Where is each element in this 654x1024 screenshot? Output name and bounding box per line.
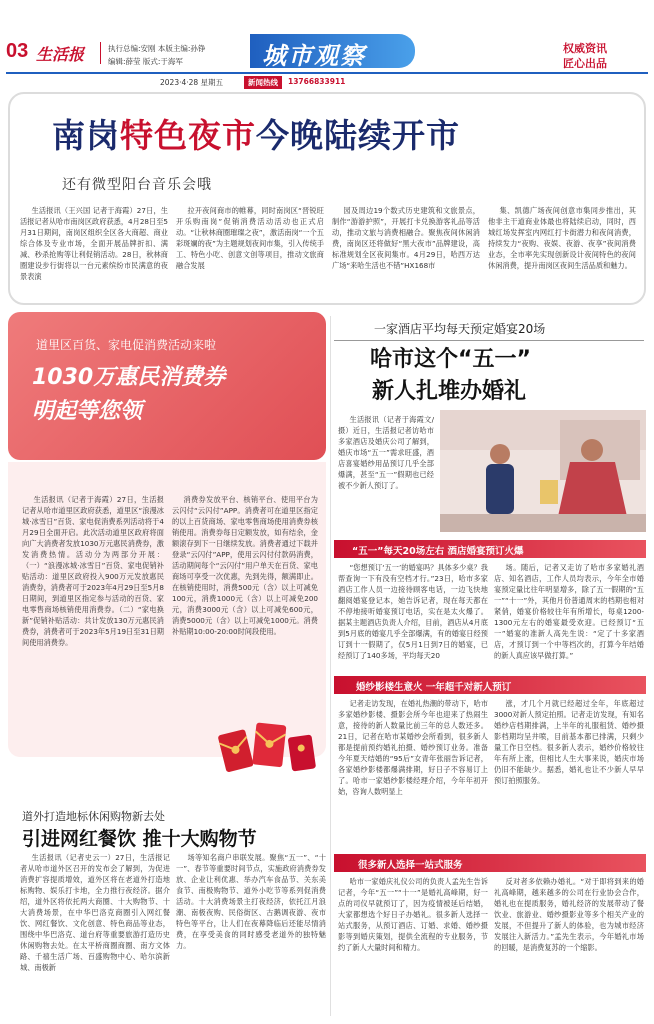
main-col-4: 集、凯德广场夜间创意市集同步推出，其他非主干道商业体最也将陆续启动，同时，西城红场发挥室内网红打卡街潜力和夜间消费，持续发力“夜购、夜娱、夜游、夜享”夜间消费业态，全市率先实现创新设计夜间特色的夜间休闲消费，提升南岗区夜间生活品质和魅力。	[488, 206, 636, 270]
main-col-2: 拉开夜间商市的帷幕，同时南岗区“晋锐旺开乐购南岗”促销消费活动活动也正式启动。“让秋林商圈璀璨之夜”，激活南岗“一个五彩斑斓的夜”为主题规划夜间市集，引入传统手工、特色小吃、创意文创等项目，推动文旅商融合发展	[176, 206, 324, 270]
red-envelope-illustration	[210, 718, 320, 778]
section-title: 城市观察	[262, 42, 366, 70]
editors-line-2: 编辑:薛莹 版式:于海军	[108, 57, 183, 66]
masthead-divider	[100, 42, 101, 64]
masthead-rule	[6, 72, 648, 74]
wedding-headline-1: 哈市这个“五一”	[370, 347, 531, 372]
wedding-band1-col-2: 场。随后，记者又走访了哈市多家婚礼酒店、知名酒店，工作人员均表示，今年全市婚宴预定量比往年明显增多，除了五一假期的“五一”“十一”外，其他月份普通周末的档期也相对紧俏，婚宴价格较往年有所增长，每桌1200-1300元左右的婚宴最受欢迎。已经预订“五一”婚宴的准新人高先生说：“定了十多家酒店，才预订到一个中等档次的，打算今年结婚的新人真应该早做打算。”	[494, 563, 644, 660]
shopping-kicker: 道外打造地标休闲购物新去处	[22, 810, 165, 823]
page-number: 03	[6, 40, 29, 62]
hotline-label: 新闻热线	[244, 76, 282, 89]
column-divider	[330, 316, 331, 1016]
wedding-band2-col-2: 涨，才几个月就已经超过全年，年底超过3000对新人预定拍照。记者走访发现，有知名婚纱店档期排满，上半年的礼服租赁、婚纱摄影档期均呈井喷，目前基本都已排满，只剩少量工作日空档。很多新人表示，婚纱价格较往年有所上涨，但相比人生大事来说，婚庆市场仍旧不能缺少。据悉，婚礼也让不少新人早早预订拍照服务。	[494, 699, 644, 785]
date-line: 2023·4·28 星期五	[160, 78, 224, 87]
promo-col-1: 生活报讯（记者于海霞）27日，生活报记者从哈市道里区政府获悉，道里区“浪漫冰城·冰雪日”百货、家电促消费系列活动将于4月29日全面开启。此次活动道里区政府将面向广大消费者发放1030万元惠民消费券，激发消费热情。活动分为两部分开展：（一）“浪漫冰城·冰雪日”百货、家电促销补贴活动：道里区政府投入900万元发放惠民消费券，消费者可于2023年4月29日至5月8日期间，到道里区指定参与活动的百货、家电零售商场核销使用消费券。（二）“家电换新”促销补贴活动：共计发放130万元惠民消费券，消费者可于2023年5月19日至31日期间使用消费券。	[22, 495, 164, 647]
wedding-band2-col-1: 记者走访发现，在婚礼热潮的带动下，哈市多家婚纱影楼、摄影会所今年也迎来了热闹生意，接待的新人数量比前三年的总人数还多。21日，记者在哈市某婚纱会所看到，很多新人都是提前预约婚礼拍摄、婚纱预订业务。准备今年夏天结婚的“95后”女青年张丽告诉记者，各家婚纱影楼都爆满排期，好日子不容易订上了。哈市一家婚纱影楼经理介绍，今年年初开始，咨询人数明显上	[338, 699, 488, 796]
main-subhead: 还有微型阳台音乐会哦	[62, 177, 212, 193]
editors-line: 执行总编:安刚 本版主编:孙铮	[108, 44, 206, 53]
slogan-2: 匠心出品	[563, 57, 607, 70]
wedding-intro: 生活报讯（记者于海霞文/摄）近日，生活报记者访哈市多家酒店及婚庆公司了解到，婚庆市场“五一”需求旺盛，酒店喜宴婚纱用品预订几乎全部爆满，甚至“五一”假期也已经被不少新人预订了。	[338, 415, 434, 490]
promo-headline-1: 1030万惠民消费券	[32, 365, 226, 390]
shopping-headline: 引进网红餐饮 推十大购物节	[22, 828, 257, 850]
shopping-col-1: 生活报讯（记者史云一）27日，生活报记者从哈市道外区召开的发布会了解到，为促进消费扩容提质增效，道外区将在老道外打造地标购物、娱乐打卡地，全力推行夜经济。据介绍，道外区将依托两大商圈、十大购物节、十大消费场景，在中华巴洛克商圈引入网红餐饮、网红餐饮、文化创意、特色商品等业态，围绕中华巴洛克、道台府等重要旅游打造历史休闲购物去处。在太平桥商圈商圈、南方文体路、千禧生活广场、百盛购物中心、哈尔滨新城、南极新	[20, 853, 170, 972]
paper-name-logo: 生活报	[36, 45, 85, 64]
wedding-band3-col-2: 反对者多依赖办婚礼。“对于即将到来的婚礼高峰期，越来越多的公司在行业协会合作，婚礼也在提质服务，婚礼经济的发展带动了餐饮业、旅游业、婚纱摄影业等多个相关产业的发展，不但提升了新人的体验，也为城市经济发展注入新活力。”孟先生表示，今年婚礼市场的回暖，是消费复苏的一个缩影。	[494, 877, 644, 952]
wedding-photo	[440, 410, 646, 532]
headline-prefix: 南岗	[52, 116, 120, 155]
headline-suffix: 今晚陆续开市	[256, 116, 460, 155]
main-headline	[52, 110, 460, 157]
shopping-col-2: 场等知名商户串联发展。聚焦“五一”、“十一”、春节等重要时间节点，实施政府消费券发放、企业让利优惠、举办汽车食品节、关东美食节、南极购物节、道外小吃节等系列促消费活动。十大消费场景主打夜经济，依托江月浪潮、南极夜购、民俗街区、古鹅调夜游、夜市特色等平台，让人们在夜幕降临后还能尽情消费，在享受美食的同时感受老道外的独特魅力。	[176, 853, 326, 950]
headline-highlight: 特色夜市	[120, 116, 256, 155]
masthead	[0, 0, 654, 90]
promo-headline-2: 明起等您领	[32, 399, 143, 424]
wedding-band1-col-1: “您想预订‘五一’的婚宴吗？具体多少桌？我帮查询一下有没有空档才行。”23日，哈市多家酒店工作人员一边接待顾客电话，一边飞快地翻阅婚宴登记本，她告诉记者，现在每天都在不停地接听婚宴预订电话，实在是太火爆了。据某主题酒店负责人介绍，目前，酒店从4月底到5月底的婚宴几乎全部爆满，有的婚宴日经预订到十一假期了，仅5月1日到7日的婚宴，已经预订了140多场，平均每天20	[338, 563, 488, 660]
wedding-headline-2: 新人扎堆办婚礼	[372, 379, 527, 404]
wedding-band-2-title: 婚纱影楼生意火 一年超千对新人预订	[356, 682, 512, 693]
wedding-kicker-rule	[334, 340, 644, 341]
promo-col-2: 消费券发放平台、核销平台、使用平台为云闪付“云闪付”APP。消费者可在道里区指定的以上百货商场、家电零售商场使用消费券核销使用。消费券每日定额发放，如有结余，金额滚存到下一日继续发放。消费者通过下载并登录“云闪付”APP，使用云闪付付款码消费，活动期间每个“云闪付”用户单天在百货、家电商场可享受一次优惠，先到先得，额满即止。在核销使用时，消费500元（含）以上可减免100元，消费1000元（含）以上可减免200元，消费3000元（含）以上可减免600元，消费5000元（含）以上可减免1000元。消费补贴期10:00-20:00时间段使用。	[172, 495, 318, 636]
wedding-band-1-title: “五一”每天20场左右 酒店婚宴预订火爆	[352, 546, 524, 557]
slogan-1: 权威资讯	[563, 42, 607, 55]
main-col-1: 生活报讯（王兴国 记者于海霞）27日，生活报记者从哈市南岗区政府获悉，4月28日至5月31日期间，南岗区组织全区各大商超、商业综合体及专业市场，全面开展品牌折扣、满减、秒杀抢购等让利促销活动。28日，秋林商圈建设步行街将以一台元素缤纷市民满意的夜景表演	[20, 206, 168, 281]
wedding-band-3-title: 很多新人选择一站式服务	[358, 860, 463, 871]
wedding-band3-col-1: 哈市一家婚庆礼仪公司的负责人孟先生告诉记者，今年“五一”“十一”是婚礼高峰期，好一点的司仪早就预订了，因为疫情被延后结婚，大家都想选个好日子办婚礼。很多新人选择一站式服务，从预订酒店、订婚、求婚、婚纱摄影等到婚庆策划，提供全流程的专业服务，节约了新人大量时间和精力。	[338, 877, 488, 952]
promo-kicker: 道里区百货、家电促消费活动来啦	[36, 338, 217, 352]
main-col-3: 园及周边19个数式历史建筑和文旅景点，制作“游游护照”，开展打卡兑换游客礼品等活动，推动文旅与消费相融合。聚焦夜间休闲消费，南岗区还将做好“黑大夜市”品牌建设，高标准规划全区夜间集市。4月29日，哈西万达广场“来哈生活也不错”HX168市	[332, 206, 480, 270]
wedding-kicker: 一家酒店平均每天预定婚宴20场	[374, 322, 546, 336]
hotline-number: 13766833911	[288, 77, 346, 86]
